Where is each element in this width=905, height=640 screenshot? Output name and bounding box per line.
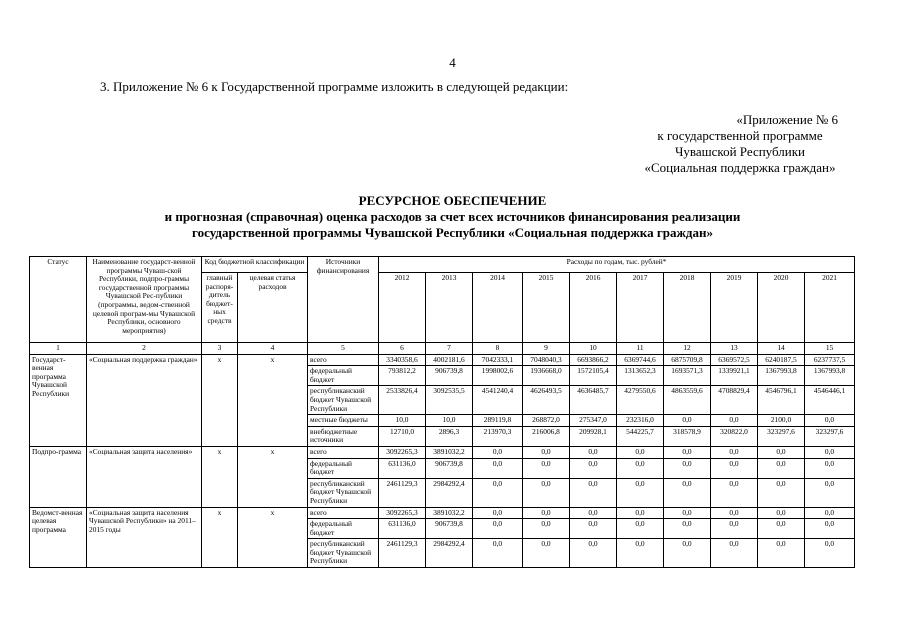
row-value: 0,0: [711, 519, 758, 539]
row-value: 0,0: [664, 519, 711, 539]
row-value: 0,0: [523, 458, 570, 478]
column-index: 11: [617, 343, 664, 355]
row-value: 0,0: [617, 478, 664, 507]
row-value: 3891032,2: [426, 507, 473, 519]
row-target-item: x: [238, 507, 308, 568]
row-value: 0,0: [570, 519, 617, 539]
row-source: внебюджетные источники: [308, 426, 379, 446]
header-budget-code: Код бюджетной классификации: [202, 257, 308, 273]
row-value: 0,0: [473, 539, 523, 568]
row-value: 0,0: [711, 415, 758, 427]
row-value: 4863559,6: [664, 386, 711, 415]
row-value: 0,0: [664, 415, 711, 427]
row-value: 323297,6: [805, 426, 855, 446]
column-index: 9: [523, 343, 570, 355]
row-value: 0,0: [664, 507, 711, 519]
header-sources: Источники финансирования: [308, 257, 379, 343]
row-value: 0,0: [758, 539, 805, 568]
appendix-line: к государственной программе: [657, 128, 823, 143]
row-status: Ведомст-венная целевая программа: [30, 507, 87, 568]
row-value: 320822,0: [711, 426, 758, 446]
row-value: 6693866,2: [570, 354, 617, 366]
row-source: местные бюджеты: [308, 415, 379, 427]
row-value: 631136,0: [379, 519, 426, 539]
resource-table: [29, 256, 855, 568]
row-value: 793812,2: [379, 366, 426, 386]
row-value: 0,0: [805, 458, 855, 478]
row-value: 6875709,8: [664, 354, 711, 366]
row-source: федеральный бюджет: [308, 519, 379, 539]
year-header: 2021: [805, 273, 855, 343]
row-source: республиканский бюджет Чувашской Республики: [308, 539, 379, 568]
column-index: 2: [87, 343, 202, 355]
row-value: 275347,0: [570, 415, 617, 427]
row-value: 1313652,3: [617, 366, 664, 386]
title-line: и прогнозная (справочная) оценка расходов за счет всех источников финансирования реализации: [164, 209, 741, 224]
row-value: 0,0: [570, 539, 617, 568]
row-value: 0,0: [617, 507, 664, 519]
row-value: 906739,8: [426, 458, 473, 478]
row-value: 3092535,5: [426, 386, 473, 415]
header-status: Статус: [30, 257, 87, 343]
row-value: 1339921,1: [711, 366, 758, 386]
row-value: 10,0: [426, 415, 473, 427]
row-value: 232316,0: [617, 415, 664, 427]
row-value: 209928,1: [570, 426, 617, 446]
column-index: 12: [664, 343, 711, 355]
row-value: 268872,0: [523, 415, 570, 427]
row-value: 0,0: [523, 539, 570, 568]
row-value: 6369744,6: [617, 354, 664, 366]
row-source: всего: [308, 446, 379, 458]
year-header: 2017: [617, 273, 664, 343]
row-value: 0,0: [570, 478, 617, 507]
row-target-item: x: [238, 354, 308, 446]
row-name: «Социальная защита населения»: [87, 446, 202, 507]
year-header: 2016: [570, 273, 617, 343]
row-value: 0,0: [805, 507, 855, 519]
column-index: 10: [570, 343, 617, 355]
appendix-line: «Социальная поддержка граждан»: [644, 160, 836, 175]
row-value: 4708829,4: [711, 386, 758, 415]
table-row: [30, 507, 855, 519]
row-value: 7042333,1: [473, 354, 523, 366]
appendix-heading: [630, 112, 850, 176]
column-index: 8: [473, 343, 523, 355]
row-value: 4626493,5: [523, 386, 570, 415]
row-budget-code: x: [202, 446, 238, 507]
column-index: 6: [379, 343, 426, 355]
row-source: всего: [308, 354, 379, 366]
year-header: 2019: [711, 273, 758, 343]
header-target-item: целевая статья расходов: [238, 273, 308, 343]
row-value: 0,0: [758, 507, 805, 519]
row-value: 0,0: [711, 458, 758, 478]
column-index: 3: [202, 343, 238, 355]
row-value: 0,0: [805, 519, 855, 539]
year-header: 2015: [523, 273, 570, 343]
column-index: 13: [711, 343, 758, 355]
header-expenses: Расходы по годам, тыс. рублей*: [379, 257, 855, 273]
row-value: 3092265,3: [379, 446, 426, 458]
row-value: 7048040,3: [523, 354, 570, 366]
row-value: 0,0: [711, 539, 758, 568]
row-value: 0,0: [523, 446, 570, 458]
row-value: 0,0: [711, 478, 758, 507]
row-status: Подпро-грамма: [30, 446, 87, 507]
row-value: 4541240,4: [473, 386, 523, 415]
header-name: Наименование государст-венной программы Чуваш-ской Республики, подпро-граммы государственной программы Чувашской Рес-публики (программы, ведом-ственной целевой програм-мы Чувашской Республики, основного мероприятия): [87, 257, 202, 343]
column-index: 14: [758, 343, 805, 355]
column-index: 7: [426, 343, 473, 355]
row-value: 0,0: [473, 478, 523, 507]
row-value: 10,0: [379, 415, 426, 427]
column-index: 15: [805, 343, 855, 355]
row-value: 0,0: [711, 507, 758, 519]
row-name: «Социальная защита населения Чувашской Республики» на 2011–2015 годы: [87, 507, 202, 568]
row-value: 0,0: [473, 446, 523, 458]
row-value: 0,0: [473, 507, 523, 519]
row-source: республиканский бюджет Чувашской Республики: [308, 386, 379, 415]
row-value: 0,0: [758, 519, 805, 539]
row-value: 3092265,3: [379, 507, 426, 519]
row-value: 216006,8: [523, 426, 570, 446]
document-title: [0, 193, 905, 241]
row-name: «Социальная поддержка граждан»: [87, 354, 202, 446]
row-value: 0,0: [805, 478, 855, 507]
row-source: всего: [308, 507, 379, 519]
row-value: 0,0: [523, 507, 570, 519]
row-value: 4636485,7: [570, 386, 617, 415]
row-value: 0,0: [570, 446, 617, 458]
row-value: 4002181,6: [426, 354, 473, 366]
row-value: 2984292,4: [426, 478, 473, 507]
row-source: федеральный бюджет: [308, 458, 379, 478]
row-value: 1936668,0: [523, 366, 570, 386]
column-index: 1: [30, 343, 87, 355]
row-value: 2100,0: [758, 415, 805, 427]
year-header: 2012: [379, 273, 426, 343]
row-value: 0,0: [617, 539, 664, 568]
row-value: 213970,3: [473, 426, 523, 446]
row-value: 1572105,4: [570, 366, 617, 386]
row-value: 2533826,4: [379, 386, 426, 415]
appendix-line: «Приложение № 6: [736, 112, 838, 127]
row-value: 318578,9: [664, 426, 711, 446]
column-index: 4: [238, 343, 308, 355]
appendix-line: Чувашской Республики: [674, 144, 806, 159]
column-index: 5: [308, 343, 379, 355]
row-value: 1367993,8: [805, 366, 855, 386]
row-value: 0,0: [473, 458, 523, 478]
row-value: 0,0: [617, 458, 664, 478]
table-row: [30, 446, 855, 458]
row-value: 544225,7: [617, 426, 664, 446]
row-value: 0,0: [523, 519, 570, 539]
row-value: 0,0: [711, 446, 758, 458]
row-value: 4279550,6: [617, 386, 664, 415]
row-value: 2984292,4: [426, 539, 473, 568]
row-value: 631136,0: [379, 458, 426, 478]
row-value: 1367993,8: [758, 366, 805, 386]
row-value: 0,0: [523, 478, 570, 507]
row-budget-code: x: [202, 507, 238, 568]
row-budget-code: x: [202, 354, 238, 446]
year-header: 2013: [426, 273, 473, 343]
title-line: РЕСУРСНОЕ ОБЕСПЕЧЕНИЕ: [358, 193, 547, 208]
page-number: 4: [449, 55, 456, 70]
row-value: 906739,8: [426, 366, 473, 386]
row-value: 0,0: [758, 458, 805, 478]
row-value: 906739,8: [426, 519, 473, 539]
row-value: 2896,3: [426, 426, 473, 446]
row-value: 0,0: [805, 446, 855, 458]
row-value: 0,0: [664, 478, 711, 507]
row-value: 0,0: [805, 415, 855, 427]
row-value: 0,0: [617, 519, 664, 539]
row-value: 6240187,5: [758, 354, 805, 366]
row-value: 12710,0: [379, 426, 426, 446]
row-value: 4546446,1: [805, 386, 855, 415]
year-header: 2020: [758, 273, 805, 343]
row-value: 1693571,3: [664, 366, 711, 386]
row-value: 0,0: [805, 539, 855, 568]
row-value: 6369572,5: [711, 354, 758, 366]
row-value: 1998002,6: [473, 366, 523, 386]
row-value: 0,0: [664, 539, 711, 568]
row-value: 0,0: [664, 446, 711, 458]
row-value: 0,0: [617, 446, 664, 458]
row-value: 0,0: [758, 478, 805, 507]
row-value: 2461129,3: [379, 478, 426, 507]
row-value: 6237737,5: [805, 354, 855, 366]
row-value: 0,0: [758, 446, 805, 458]
row-target-item: x: [238, 446, 308, 507]
row-value: 2461129,3: [379, 539, 426, 568]
row-value: 4546796,1: [758, 386, 805, 415]
title-line: государственной программы Чувашской Республики «Социальная поддержка граждан»: [192, 225, 713, 240]
intro-text: 3. Приложение № 6 к Государственной программе изложить в следующей редакции:: [100, 79, 569, 94]
row-source: федеральный бюджет: [308, 366, 379, 386]
year-header: 2018: [664, 273, 711, 343]
row-value: 0,0: [570, 507, 617, 519]
row-status: Государст-венная программа Чувашской Республики: [30, 354, 87, 446]
row-value: 323297,6: [758, 426, 805, 446]
row-value: 0,0: [664, 458, 711, 478]
row-value: 0,0: [570, 458, 617, 478]
table-row: [30, 354, 855, 366]
row-value: 289119,8: [473, 415, 523, 427]
row-value: 3340358,6: [379, 354, 426, 366]
row-source: республиканский бюджет Чувашской Республики: [308, 478, 379, 507]
row-value: 0,0: [473, 519, 523, 539]
row-value: 3891032,2: [426, 446, 473, 458]
header-main-manager: главный распоря-дитель бюджет-ных средств: [202, 273, 238, 343]
year-header: 2014: [473, 273, 523, 343]
